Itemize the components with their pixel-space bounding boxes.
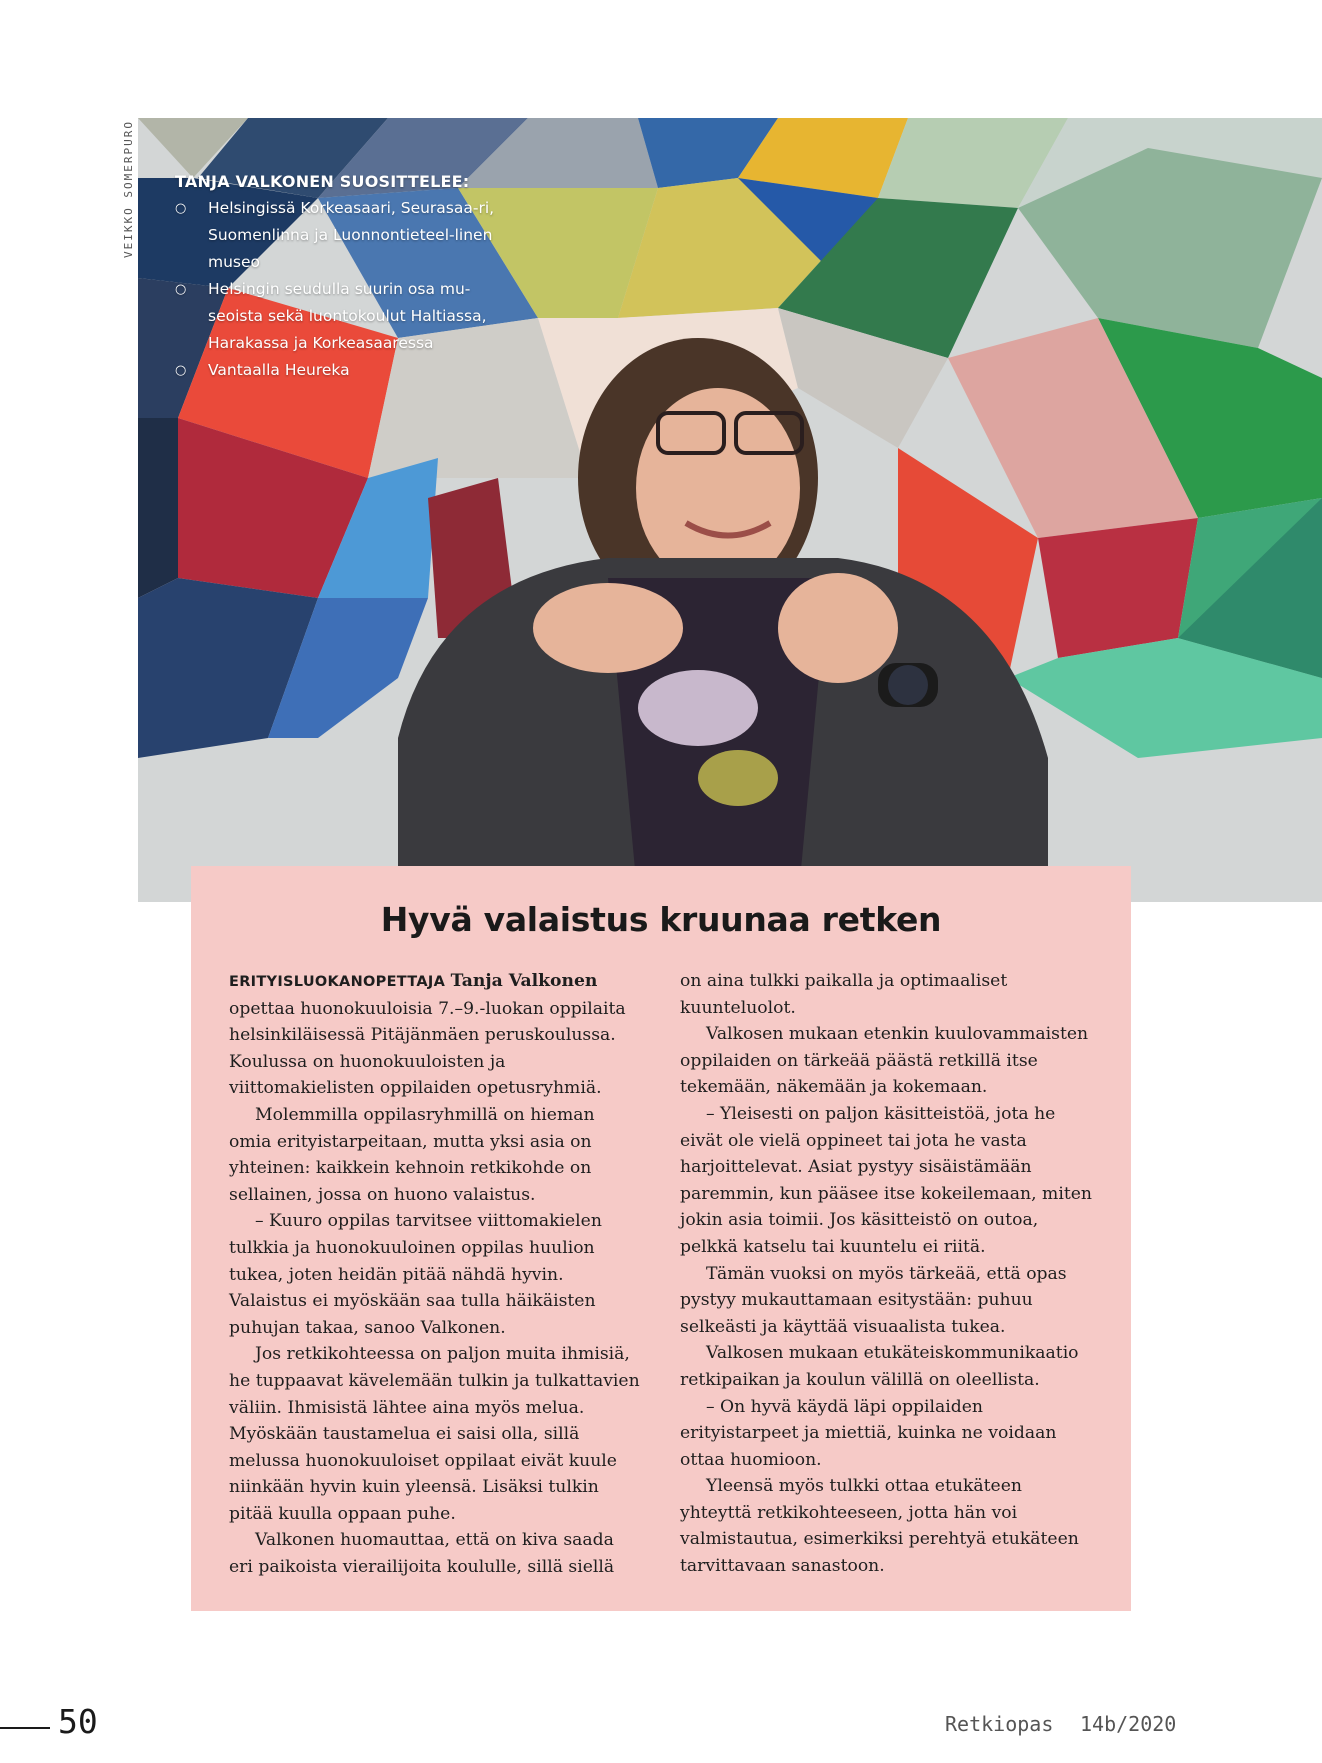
page-number: 50 (58, 1702, 98, 1741)
list-item: ○ Vantaalla Heureka (175, 357, 495, 384)
article-paragraph: Molemmilla oppilasryhmillä on hieman omia erityistarpeitaan, mutta yksi asia on yhteinen: kaikkein kehnoin retkikohde on sellainen, jossa on huono valaistus. (229, 1104, 595, 1205)
magazine-name: Retkiopas (945, 1712, 1054, 1736)
article-paragraph: on aina tulkki paikalla ja optimaaliset kuunteluolot. (680, 971, 1008, 1018)
photo-credit: VEIKKO SOMERPURO (122, 120, 135, 258)
article-column-right (680, 968, 1092, 1580)
article-column-left (229, 968, 641, 1581)
article-paragraph: – On hyvä käydä läpi oppilaiden erityistarpeet ja miettiä, kuinka ne voidaan ottaa huomioon. (680, 1396, 1057, 1470)
list-item: ○ Helsingin seudulla suurin osa mu-seoista sekä luontokoulut Haltiassa, Harakassa ja Korkeasaaressa (175, 276, 495, 357)
recommendations-title: TANJA VALKONEN SUOSITTELEE: (175, 172, 470, 191)
article-paragraph: Tämän vuoksi on myös tärkeää, että opas pystyy mukauttamaan esitystään: puhuu selkeästi ja käyttää visuaalista tukea. (680, 1263, 1067, 1337)
article-paragraph: – Yleisesti on paljon käsitteistöä, jota he eivät ole vielä oppineet tai jota he vasta harjoittelevat. Asiat pystyy sisäistämään paremmin, kun pääsee itse kokeilemaan, miten jokin asia toimii. Jos käsitteistö on outoa, pelkkä katselu tai kuuntelu ei riitä. (680, 1103, 1092, 1257)
article-paragraph: Valkosen mukaan etukäteiskommunikaatio retkipaikan ja koulun välillä on oleellista. (680, 1343, 1079, 1390)
article-headline: Hyvä valaistus kruunaa retken (380, 900, 942, 939)
recommendations-list (175, 195, 495, 384)
article-paragraph (229, 968, 641, 1102)
article-paragraph: Jos retkikohteessa on paljon muita ihmisiä, he tuppaavat kävelemään tulkin ja tulkattavien väliin. Ihmisistä lähtee aina myös melua. Myöskään taustamelua ei saisi olla, sillä melussa huonokuuloiset oppilaat eivät kuule niinkään hyvin kuin yleensä. Lisäksi tulkin pitää kuulla oppaan puhe. (229, 1344, 640, 1524)
article-paragraph: Yleensä myös tulkki ottaa etukäteen yhteyttä retkikohteeseen, jotta hän voi valmistautua, esimerkiksi perehtyä etukäteen tarvittavaan sanastoon. (680, 1476, 1079, 1577)
kicker: ERITYISLUOKANOPETTAJA (229, 974, 446, 990)
article-card (191, 866, 1131, 1611)
article-paragraph: – Kuuro oppilas tarvitsee viittomakielen tulkkia ja huonokuuloinen oppilas huulion tukea, joten heidän pitää nähdä hyvin. Valaistus ei myöskään saa tulla häikäisten puhujan takaa, sanoo Valkonen. (229, 1211, 602, 1338)
issue-number: 14b/2020 (1080, 1712, 1177, 1736)
paragraph-text: opettaa huonokuuloisia 7.–9.-luokan oppilaita helsinkiläisessä Pitäjänmäen peruskoulussa. Koulussa on huonokuuloisten ja viittomakielisten oppilaiden opetusryhmiä. (229, 998, 626, 1099)
article-paragraph: Valkonen huomauttaa, että on kiva saada eri paikoista vierailijoita koululle, sillä siellä (229, 1530, 615, 1578)
person-name: Tanja Valkonen (450, 971, 598, 991)
article-paragraph: Valkosen mukaan etenkin kuulovammaisten oppilaiden on tärkeää päästä retkillä itse tekemään, näkemään ja kokemaan. (680, 1024, 1089, 1098)
footer-rule (0, 1727, 50, 1729)
recommendations-box (175, 168, 495, 384)
list-item: ○ Helsingissä Korkeasaari, Seurasaa-ri, Suomenlinna ja Luonnontieteel-linen museo (175, 195, 495, 276)
